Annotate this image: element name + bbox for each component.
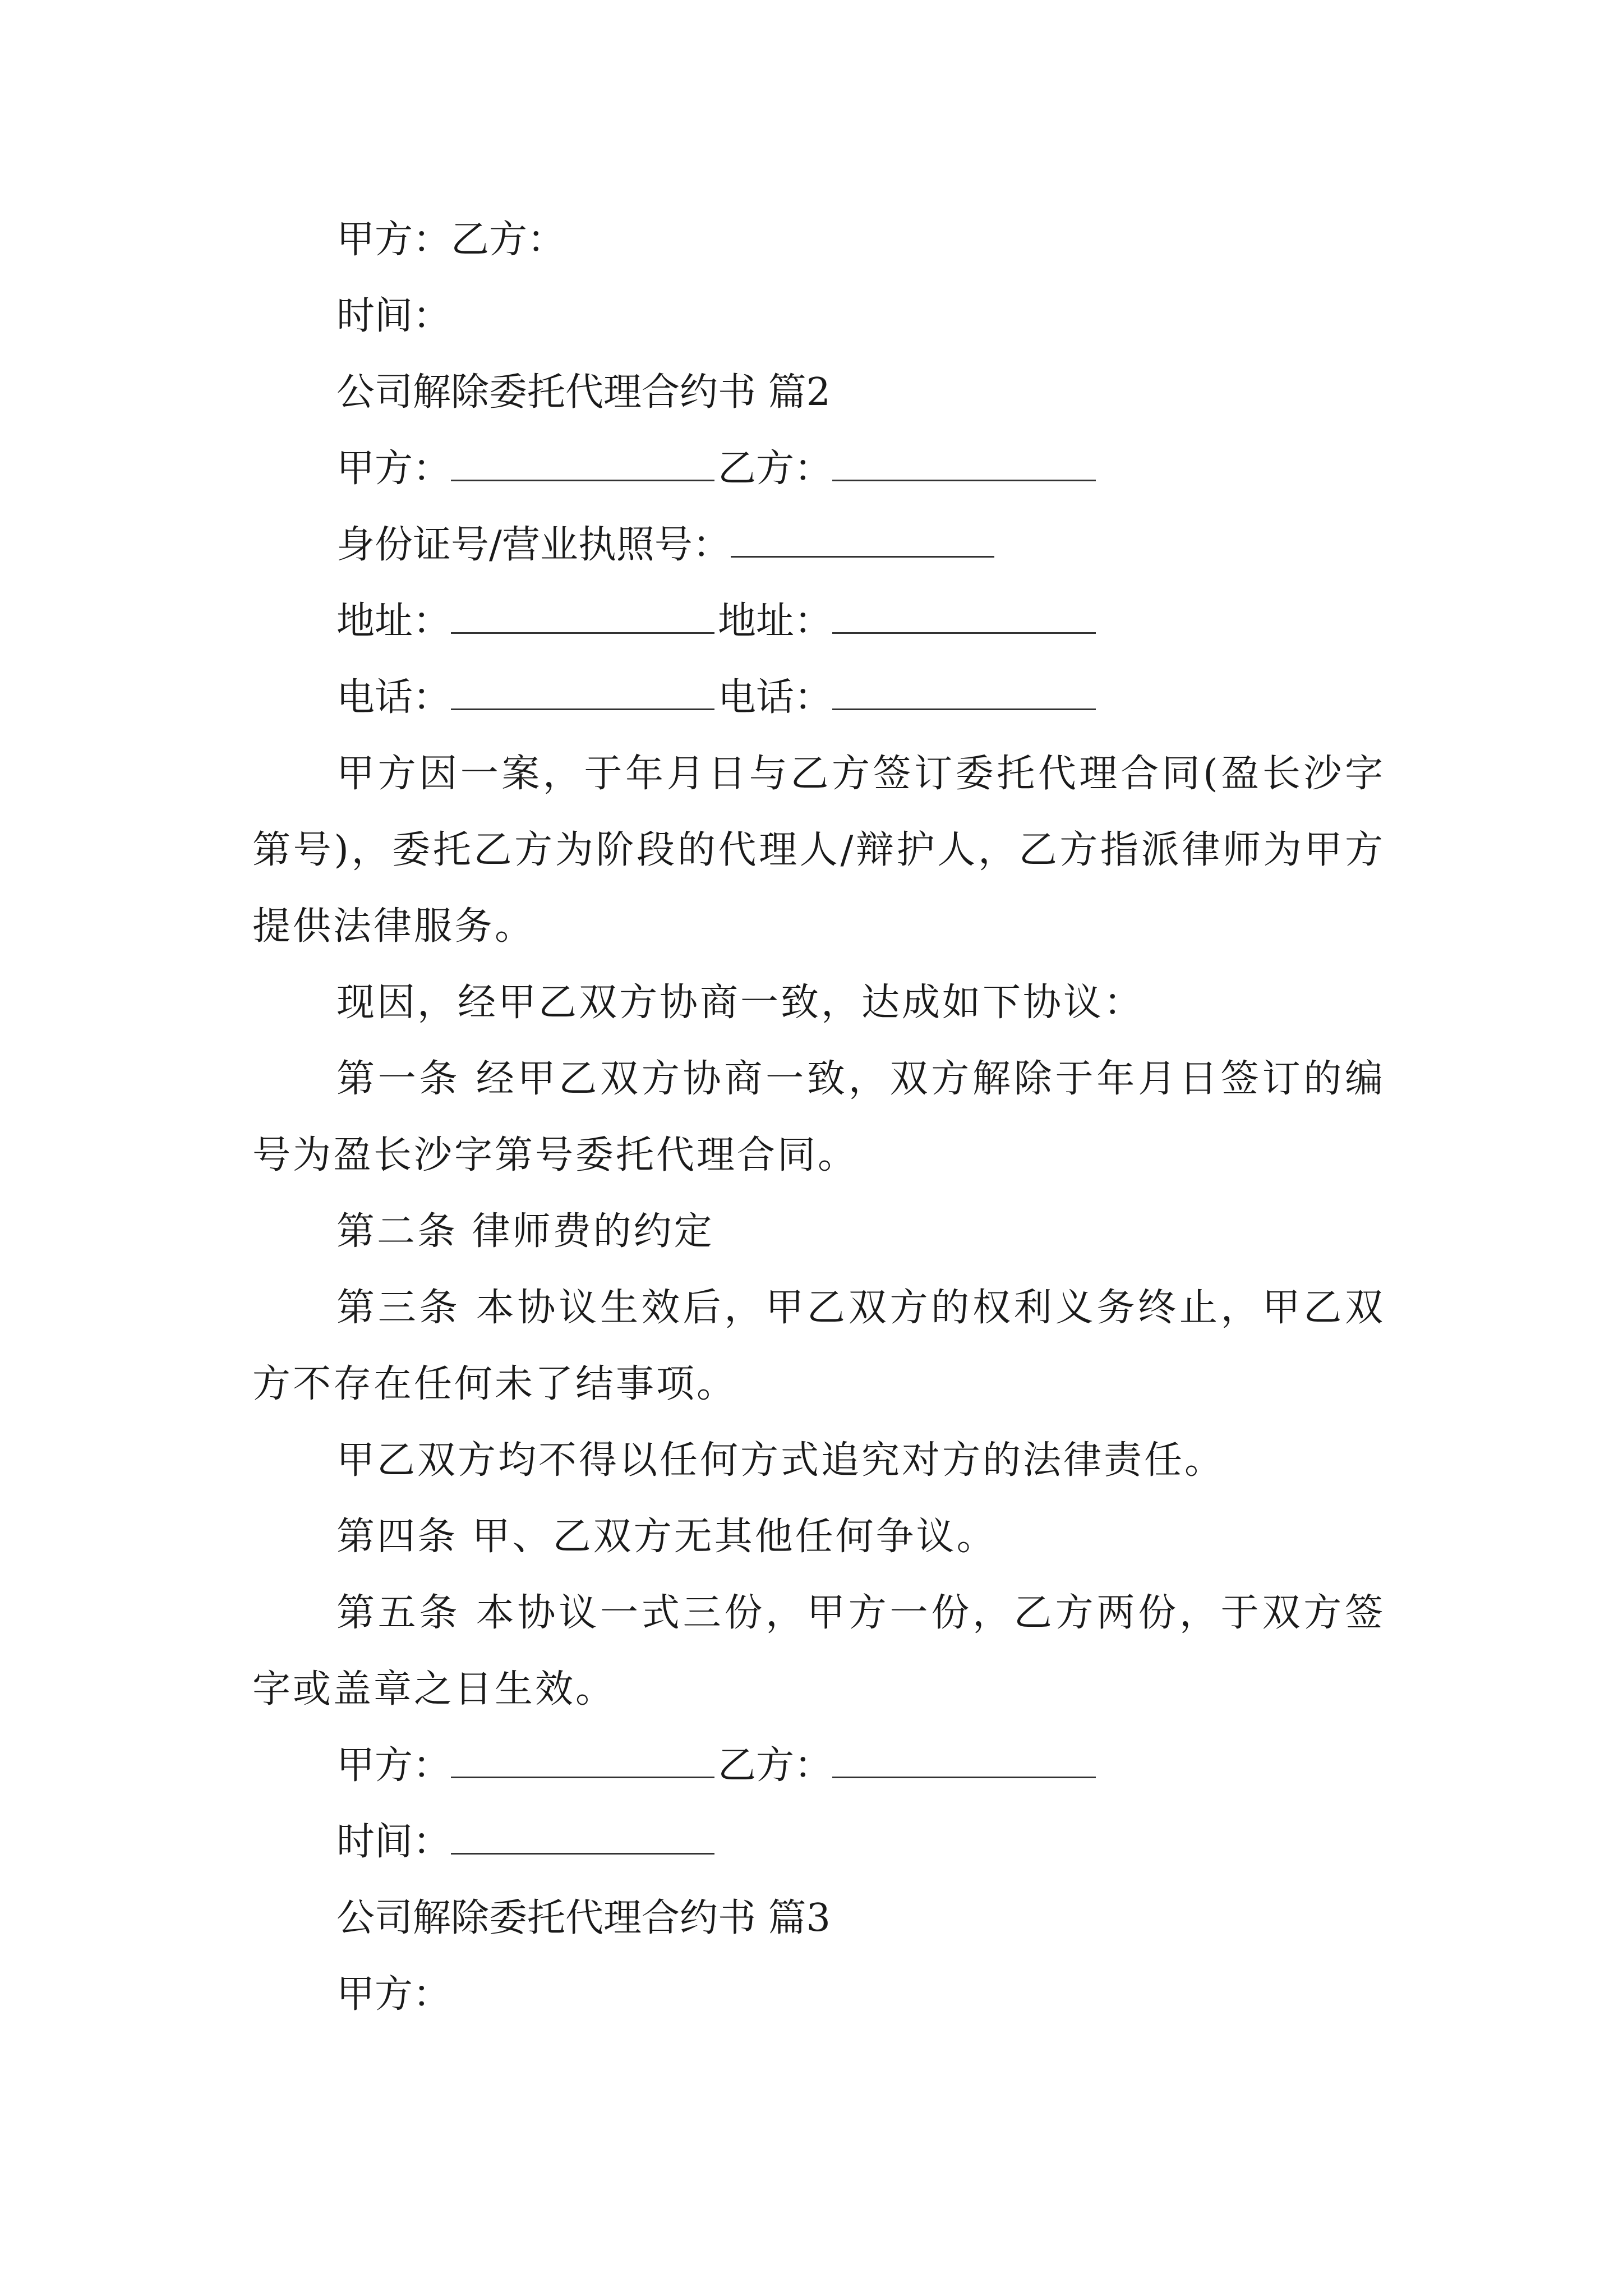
id-number-blank <box>731 521 994 558</box>
address-a-blank <box>451 597 714 634</box>
agreement-lead-paragraph: 现因，经甲乙双方协商一致，达成如下协议： <box>336 981 1145 1025</box>
phone-line <box>252 660 1385 736</box>
article-4-paragraph: 第四条 甲、乙双方无其他任何争议。 <box>336 1515 997 1559</box>
article-1-paragraph: 第一条 经甲乙双方协商一致，双方解除于年月日签订的编号为盈长沙字第号委托代理合同。 <box>252 1057 1385 1177</box>
closing-party-a-blank <box>451 1742 714 1778</box>
party-b-blank <box>832 445 1096 481</box>
party-line <box>252 431 1385 507</box>
id-number-line <box>252 507 1385 583</box>
time-label: 时间： <box>336 294 451 338</box>
phone-a-label: 电话： <box>336 675 451 720</box>
party-a-blank <box>451 445 714 481</box>
address-b-blank <box>832 597 1096 634</box>
section-title-3 <box>252 1880 1385 1957</box>
section-title <box>252 355 1385 431</box>
phone-a-blank <box>451 674 714 710</box>
section-title-text: 公司解除委托代理合约书 篇2 <box>336 370 831 415</box>
party-a-3-line <box>252 1957 1385 2033</box>
closing-party-b-blank <box>832 1742 1096 1778</box>
no-liability-paragraph: 甲乙双方均不得以任何方式追究对方的法律责任。 <box>336 1438 1225 1483</box>
closing-time-blank <box>451 1818 714 1855</box>
article-2-paragraph: 第二条 律师费的约定 <box>336 1209 714 1254</box>
closing-time-line <box>252 1804 1385 1880</box>
party-a-3-label: 甲方： <box>336 1972 451 2017</box>
article-3-paragraph: 第三条 本协议生效后，甲乙双方的权利义务终止，甲乙双方不存在任何未了结事项。 <box>252 1286 1385 1406</box>
id-number-label: 身份证号/营业执照号： <box>336 523 731 567</box>
time-line <box>252 278 1385 355</box>
signature-text: 甲方：乙方： <box>336 218 566 262</box>
signature-line <box>252 202 1385 278</box>
party-b-label: 乙方： <box>718 447 833 491</box>
phone-b-blank <box>832 674 1096 710</box>
phone-b-label: 电话： <box>718 675 833 720</box>
closing-signature-line <box>252 1728 1385 1804</box>
section-title-3-text: 公司解除委托代理合约书 篇3 <box>336 1896 831 1940</box>
closing-party-a-label: 甲方： <box>336 1743 451 1788</box>
closing-time-label: 时间： <box>336 1820 451 1864</box>
intro-paragraph: 甲方因一案，于年月日与乙方签订委托代理合同(盈长沙字第号)，委托乙方为阶段的代理人/辩护人，乙方指派律师为甲方提供法律服务。 <box>252 752 1385 949</box>
party-a-label: 甲方： <box>336 447 451 491</box>
address-b-label: 地址： <box>718 599 833 643</box>
document-body <box>252 202 1385 2033</box>
article-5-paragraph: 第五条 本协议一式三份，甲方一份，乙方两份，于双方签字或盖章之日生效。 <box>252 1591 1385 1711</box>
address-a-label: 地址： <box>336 599 451 643</box>
closing-party-b-label: 乙方： <box>718 1743 833 1788</box>
address-line <box>252 583 1385 660</box>
